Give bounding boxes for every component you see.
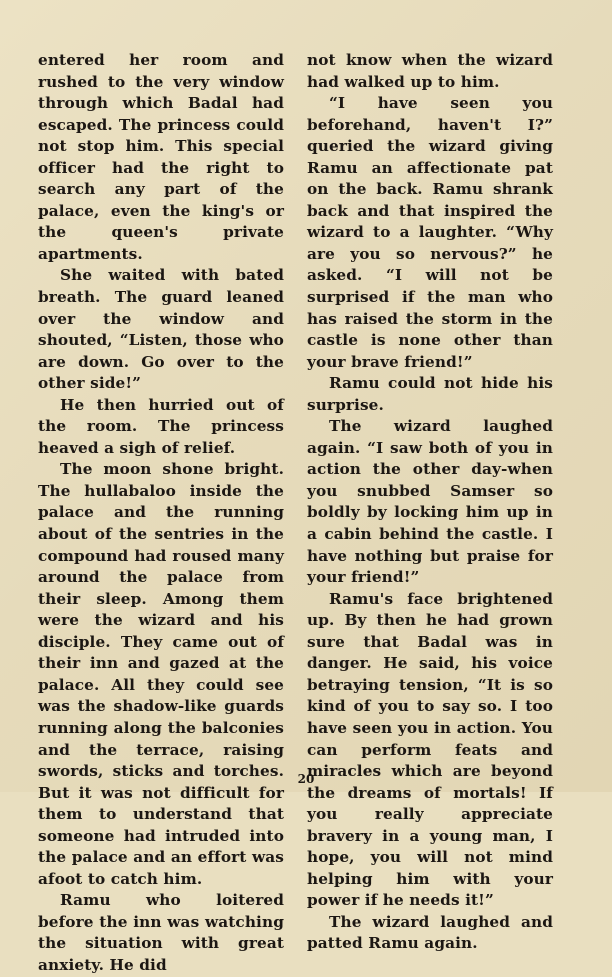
paragraph: not know when the wizard had walked up to him. bbox=[307, 51, 553, 91]
paragraph: “I have seen you beforehand, haven't I?” queried the wizard giving Ramu an affectionate pat on the back. Ramu shrank back and that inspired the wizard to a laughter. “Why are you so nervous?” he asked. “I will not be surprised if the man who has raised the storm in the castle is none other than your brave friend!” bbox=[307, 94, 553, 371]
page-number: 20 bbox=[297, 772, 315, 786]
paragraph: The wizard laughed again. “I saw both of you in action the other day-when you snubbed Samser so boldly by locking him up in a cabin behind the castle. I have nothing but praise for your friend!” bbox=[307, 417, 553, 587]
paragraph: Ramu could not hide his surprise. bbox=[307, 374, 553, 414]
paragraph: Ramu who loitered before the inn was watching the situation with great anxiety. He did bbox=[38, 891, 284, 974]
paragraph: The moon shone bright. The hullabaloo inside the palace and the running about of the sentries in the compound had roused many around the palace from their sleep. Among them were the wizard and his disciple. They came out of their inn and gazed at the palace. All they could see was the shadow-like guards running along the balconies and the terrace, raising swords, sticks and torches. But it was not difficult for them to understand that someone had intruded into the palace and an effort was afoot to catch him. bbox=[38, 460, 284, 888]
paragraph: He then hurried out of the room. The princess heaved a sigh of relief. bbox=[38, 395, 284, 457]
paragraph: Ramu's face brightened up. By then he had grown sure that Badal was in danger. He said, his voice betraying tension, “It is so kind of you to say so. I too have seen you in action. You can perform feats and miracles which are beyond the dreams of mortals! If you really appreciate bravery in a young man, I hope, you will not mind helping him with your power if he needs it!” bbox=[307, 589, 553, 910]
paragraph: entered her room and rushed to the very window through which Badal had escaped. The princess could not stop him. This special officer had the right to search any part of the palace, even the king's or the queen's private apartments. bbox=[38, 51, 284, 263]
left-column bbox=[38, 50, 284, 977]
right-column bbox=[307, 50, 553, 955]
paragraph: She waited with bated breath. The guard leaned over the window and shouted, “Listen, those who are down. Go over to the other side!” bbox=[38, 266, 284, 393]
paragraph: The wizard laughed and patted Ramu again. bbox=[307, 912, 553, 953]
